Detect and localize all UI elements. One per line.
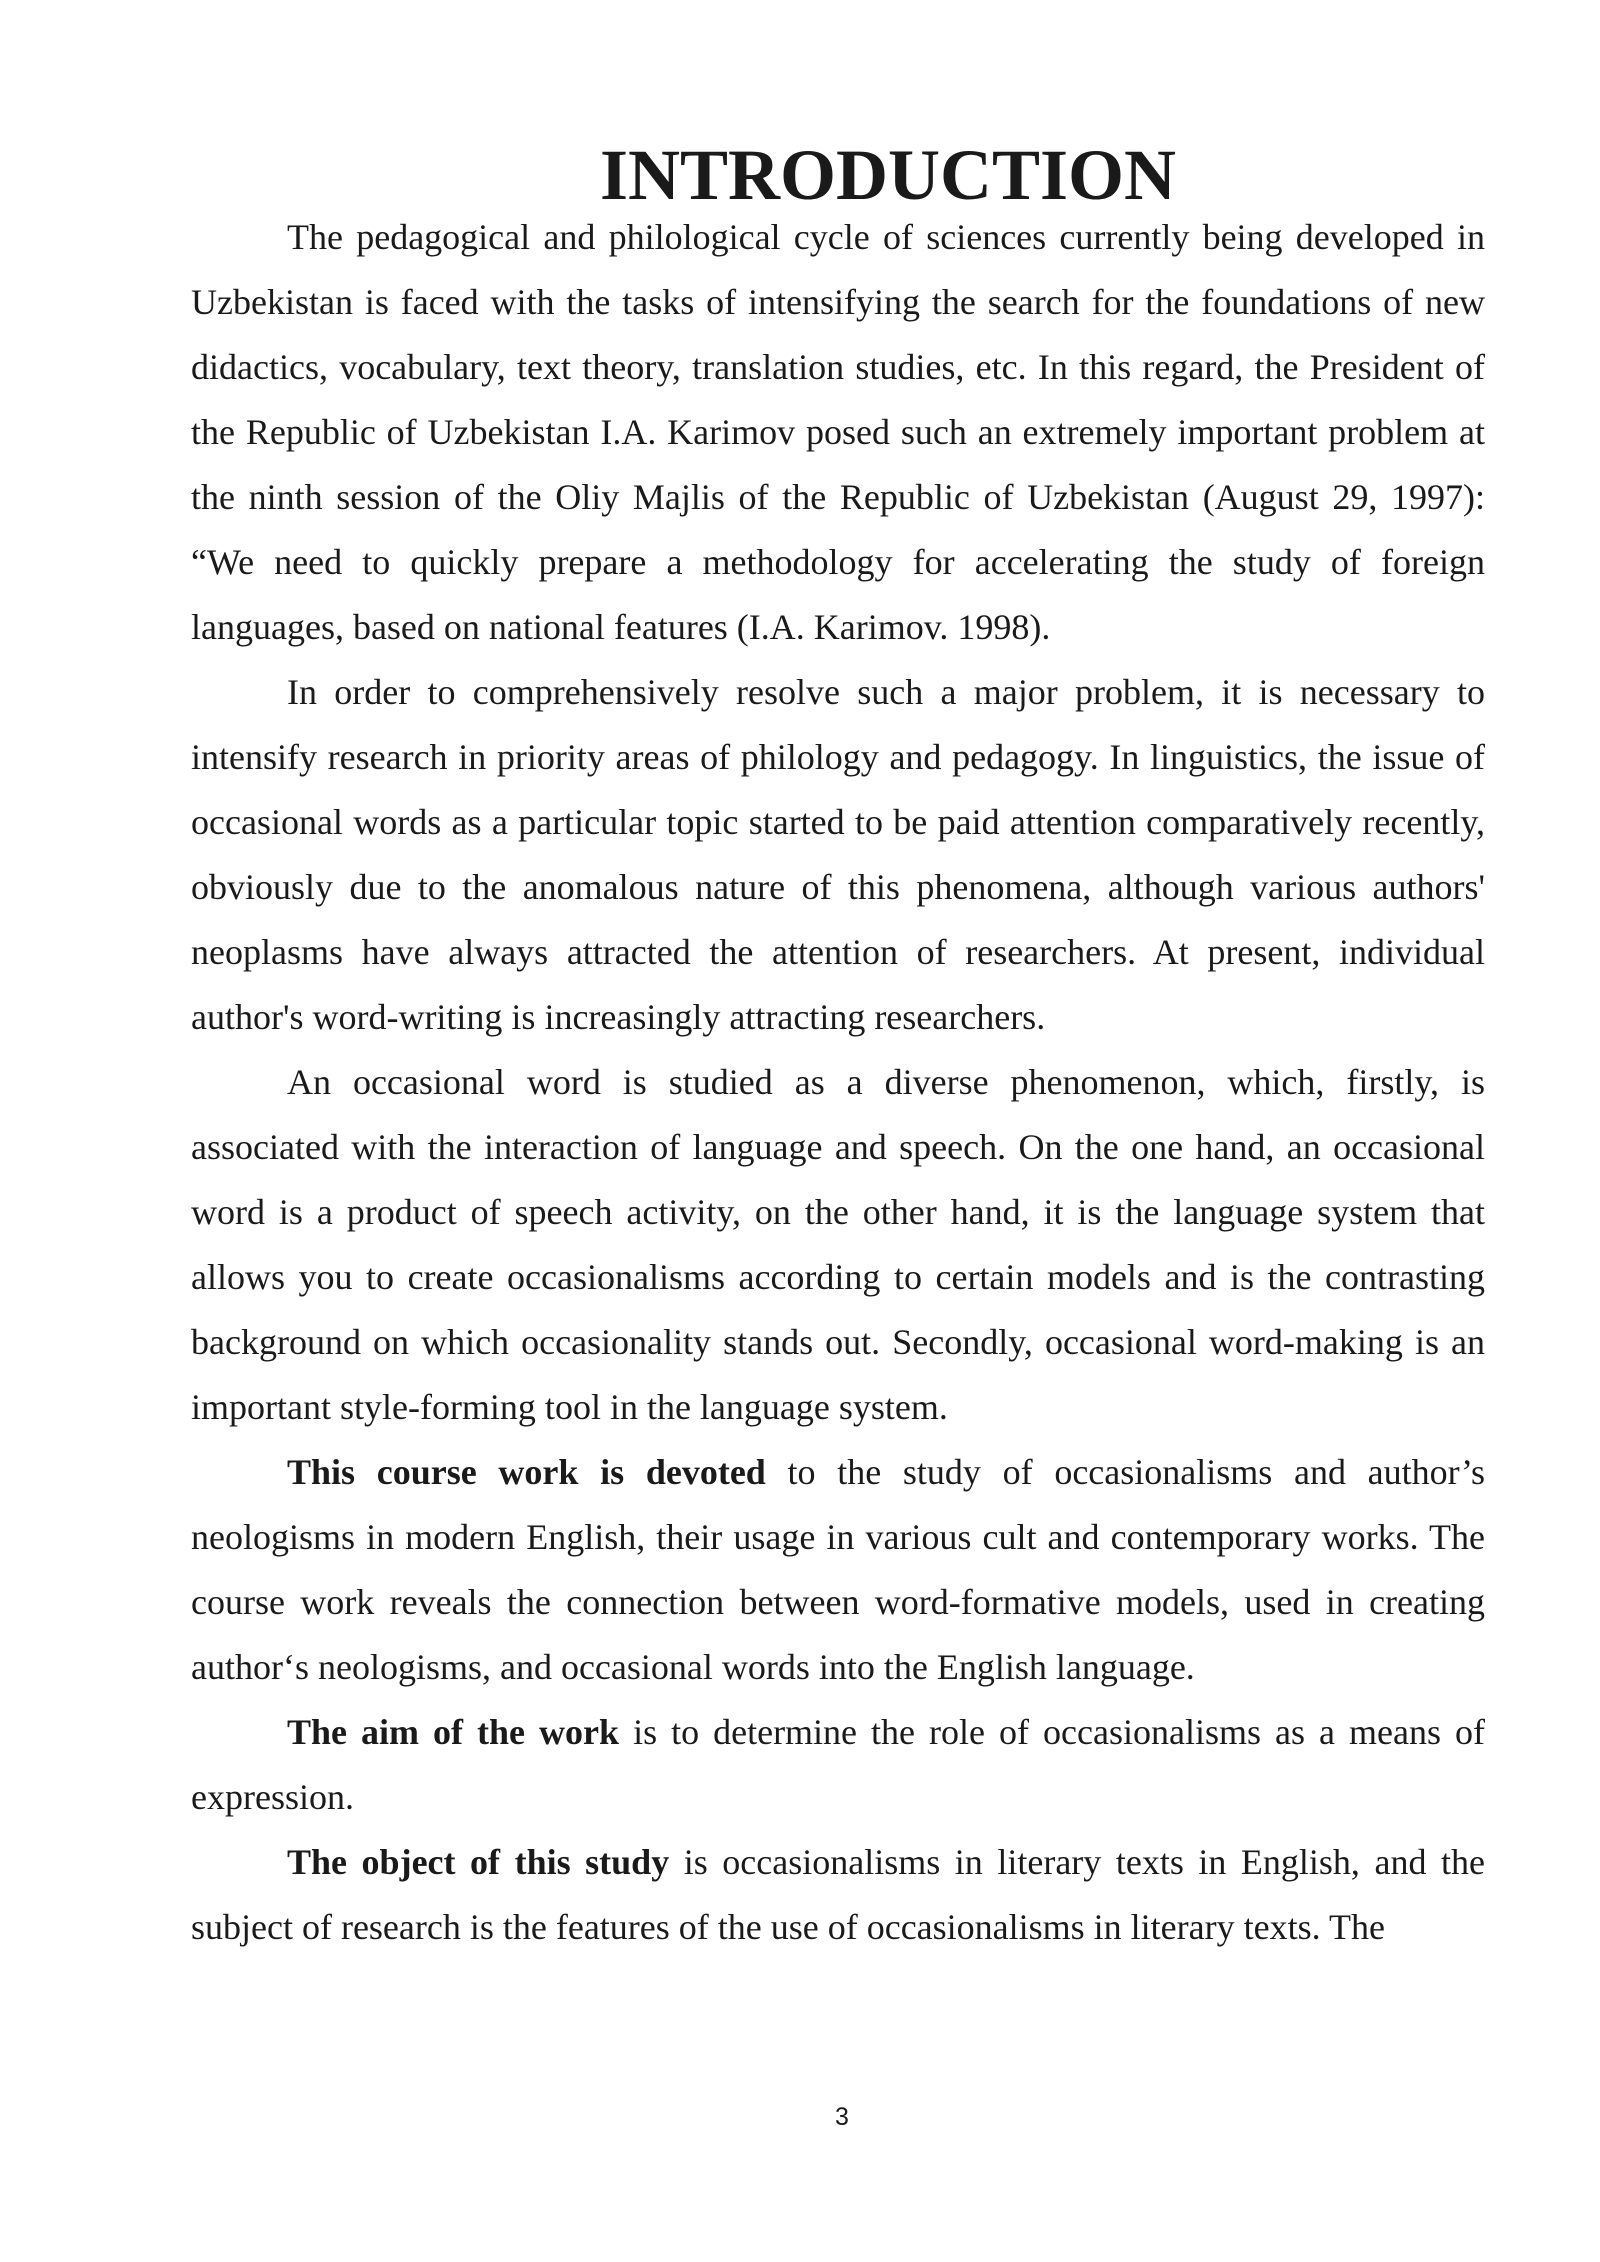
paragraph-lead-bold: This course work is devoted [287,1452,766,1492]
paragraph-lead-bold: The aim of the work [287,1712,620,1752]
paragraph-3 [191,1050,1485,1440]
section-heading: INTRODUCTION [599,135,1177,215]
paragraph-text: The pedagogical and philological cycle of sciences currently being developed in Uzbekistan is faced with the tasks of intensifying the search for the foundations of new didactics, vocabulary, text theory, translation studies, etc. In this regard, the President of the Republic of Uzbekistan I.A. Karimov posed such an extremely important problem at the ninth session of the Oliy Majlis of the Republic of Uzbekistan (August 29, 1997): “We need to quickly prepare a methodology for accelerating the study of foreign languages, based on national features (I.A. Karimov. 1998). [191,217,1485,647]
paragraph-2 [191,660,1485,1050]
paragraph-4 [191,1440,1485,1700]
paragraph-text: In order to comprehensively resolve such a major problem, it is necessary to intensify research in priority areas of philology and pedagogy. In linguistics, the issue of occasional words as a particular topic started to be paid attention comparatively recently, obviously due to the anomalous nature of this phenomena, although various authors' neoplasms have always attracted the attention of researchers. At present, individual author's word-writing is increasingly attracting researchers. [191,672,1485,1037]
page-number: 3 [835,2103,849,2131]
paragraph-6 [191,1830,1485,1960]
paragraph-5 [191,1700,1485,1830]
paragraph-1 [191,205,1485,660]
paragraph-text: is occasionalisms in literary texts in English, and the subject of research is the features of the use of occasionalisms in literary texts. The [191,1842,1485,1947]
paragraph-text: An occasional word is studied as a diverse phenomenon, which, firstly, is associated with the interaction of language and speech. On the one hand, an occasional word is a product of speech activity, on the other hand, it is the language system that allows you to create occasionalisms according to certain models and is the contrasting background on which occasionality stands out. Secondly, occasional word-making is an important style-forming tool in the language system. [191,1062,1485,1427]
paragraph-text: is to determine the role of occasionalisms as a means of expression. [191,1712,1485,1817]
page-body [191,135,1485,1960]
paragraph-lead-bold: The object of this study [287,1842,670,1882]
paragraph-text: to the study of occasionalisms and author’s neologisms in modern English, their usage in various cult and contemporary works. The course work reveals the connection between word-formative models, used in creating author‘s neologisms, and occasional words into the English language. [191,1452,1485,1687]
